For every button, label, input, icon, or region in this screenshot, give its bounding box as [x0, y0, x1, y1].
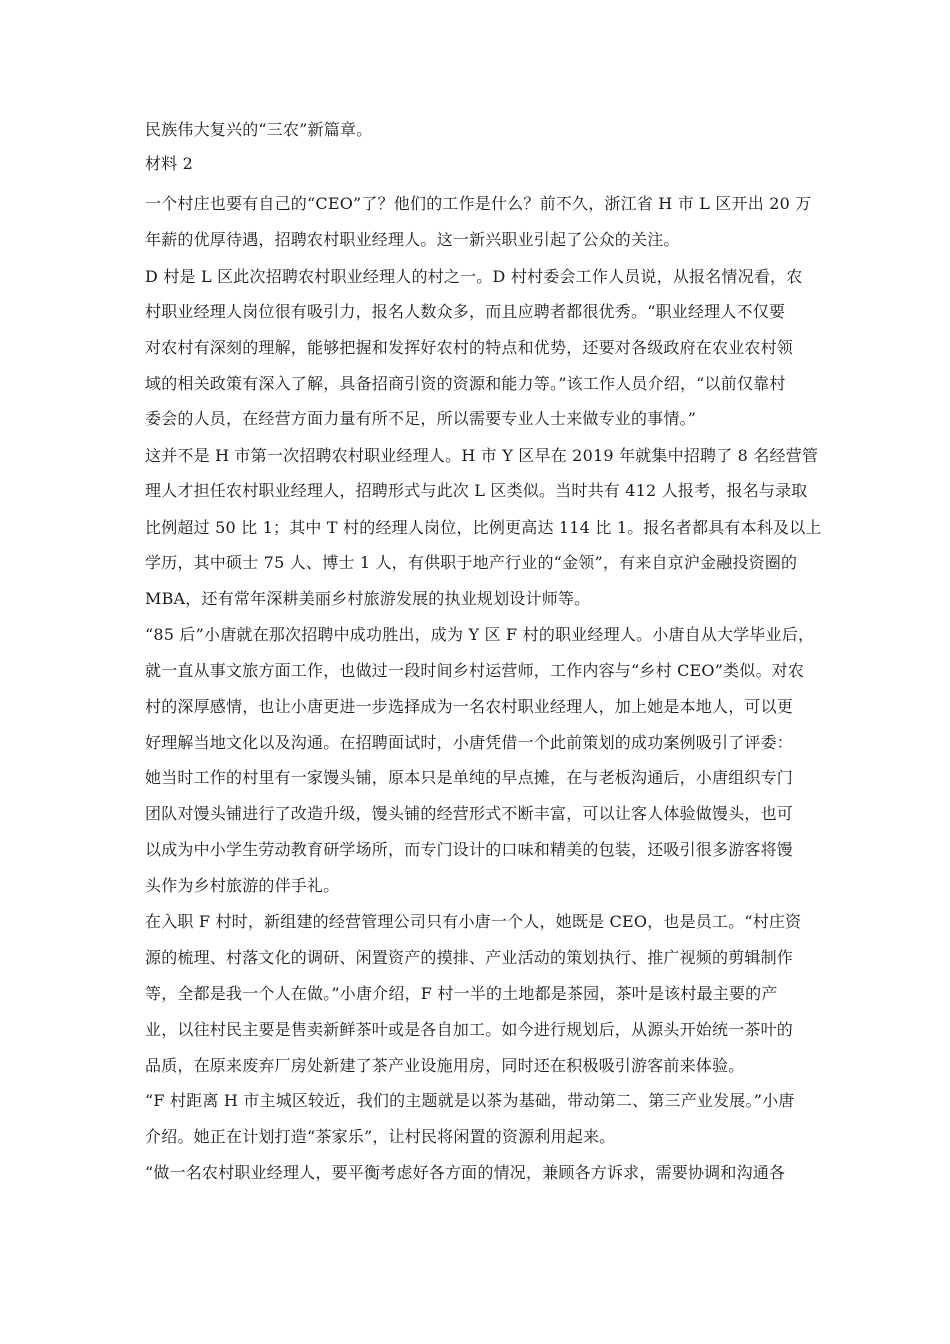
text-line: 比例超过 50 比 1；其中 T 村的经理人岗位，比例更高达 114 比 1。报名者都具有本科及以上 [145, 518, 822, 537]
text-line: 等，全都是我一个人在做。”小唐介绍，F 村一半的土地都是茶园，茶叶是该村最主要的产 [145, 984, 778, 1003]
text-line: 这并不是 H 市第一次招聘农村职业经理人。H 市 Y 区早在 2019 年就集中招聘了 8 名经营管 [145, 446, 819, 465]
text-line: 团队对馒头铺进行了改造升级，馒头铺的经营形式不断丰富，可以让客人体验做馒头，也可 [145, 804, 794, 823]
text-line: 委会的人员，在经营方面力量有所不足，所以需要专业人士来做专业的事情。” [145, 409, 697, 428]
text-line: D 村是 L 区此次招聘农村职业经理人的村之一。D 村村委会工作人员说，从报名情况看，农 [145, 267, 803, 286]
text-line: 就一直从事文旅方面工作，也做过一段时间乡村运营师，工作内容与“乡村 CEO”类似。对农 [145, 661, 805, 680]
text-line: “做一名农村职业经理人，要平衡考虑好各方面的情况，兼顾各方诉求，需要协调和沟通各 [145, 1163, 786, 1182]
text-line: 业，以往村民主要是售卖新鲜茶叶或是各自加工。如今进行规划后，从源头开始统一茶叶的 [145, 1020, 794, 1039]
text-line: 介绍。她正在计划打造“茶家乐”，让村民将闲置的资源利用起来。 [145, 1127, 616, 1146]
text-line: 年薪的优厚待遇，招聘农村职业经理人。这一新兴职业引起了公众的关注。 [145, 230, 680, 249]
text-line: 好理解当地文化以及沟通。在招聘面试时，小唐凭借一个此前策划的成功案例吸引了评委： [145, 733, 794, 752]
text-line: 域的相关政策有深入了解，具备招商引资的资源和能力等。”该工作人员介绍，“以前仅靠村 [145, 374, 786, 393]
text-line: 学历，其中硕士 75 人、博士 1 人，有供职于地产行业的“金领”，有来自京沪金融投资圈的 [145, 553, 798, 572]
text-line: 品质，在原来废弃厂房处新建了茶产业设施用房，同时还在积极吸引游客前来体验。 [145, 1056, 745, 1075]
text-line: 对农村有深刻的理解，能够把握和发挥好农村的特点和优势，还要对各级政府在农业农村领 [145, 338, 794, 357]
text-line: 理人才担任农村职业经理人，招聘形式与此次 L 区类似。当时共有 412 人报考，报名与录取 [145, 481, 808, 500]
text-line: 一个村庄也要有自己的“CEO”了？他们的工作是什么？前不久，浙江省 H 市 L 区开出 20 万 [145, 194, 812, 213]
text-line: 村职业经理人岗位很有吸引力，报名人数众多，而且应聘者都很优秀。“职业经理人不仅要 [145, 302, 786, 321]
text-line: 她当时工作的村里有一家馒头铺，原本只是单纯的早点摊，在与老板沟通后，小唐组织专门 [145, 768, 794, 787]
text-line: 以成为中小学生劳动教育研学场所，而专门设计的口味和精美的包装，还吸引很多游客将馒 [145, 840, 794, 859]
text-line: 在入职 F 村时，新组建的经营管理公司只有小唐一个人，她既是 CEO，也是员工。“村庄资 [145, 912, 802, 931]
text-line: 头作为乡村旅游的伴手礼。 [145, 876, 340, 895]
text-line: 源的梳理、村落文化的调研、闲置资产的摸排、产业活动的策划执行、推广视频的剪辑制作 [145, 948, 794, 967]
text-line: MBA，还有常年深耕美丽乡村旅游发展的执业规划设计师等。 [145, 589, 591, 608]
text-line: 民族伟大复兴的“三农”新篇章。 [145, 120, 373, 139]
section-heading: 材料 2 [145, 154, 194, 173]
text-line: 村的深厚感情，也让小唐更进一步选择成为一名农村职业经理人，加上她是本地人，可以更 [145, 697, 794, 716]
text-line: “F 村距离 H 市主城区较近，我们的主题就是以茶为基础，带动第二、第三产业发展。”小唐 [145, 1091, 795, 1110]
text-line: “85 后”小唐就在那次招聘中成功胜出，成为 Y 区 F 村的职业经理人。小唐自从大学毕业后， [145, 625, 815, 644]
